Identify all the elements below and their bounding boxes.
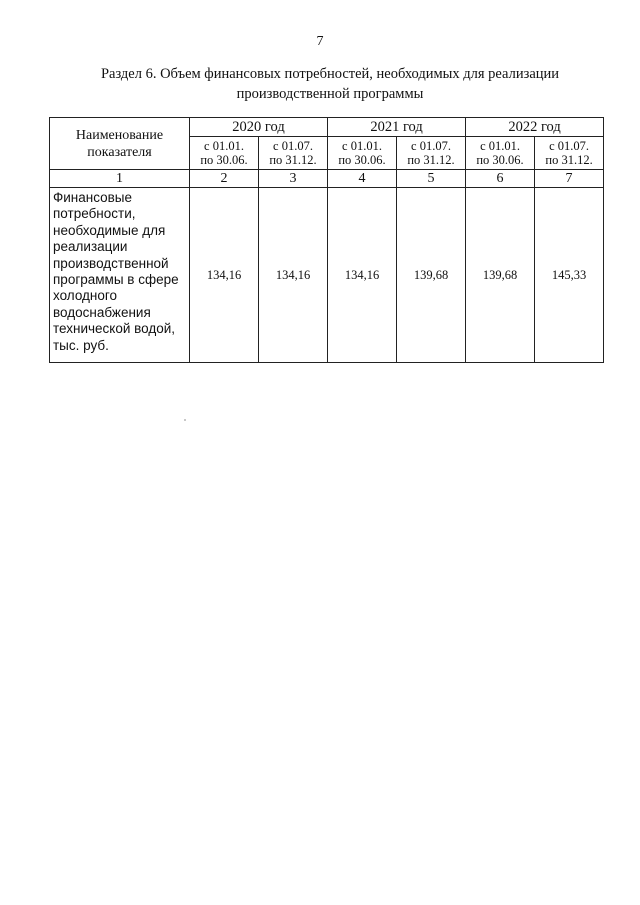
header-period-2022-h2 [535, 137, 604, 170]
period-end: по 31.12. [545, 153, 593, 167]
value-cell-2020-h2: 134,16 [259, 188, 328, 363]
value-cell-2021-h2: 139,68 [397, 188, 466, 363]
period-start: с 01.07. [411, 139, 451, 153]
indicator-name-cell: Финансовые потребности, необходимые для реализации производственной программы в сфере холодного водоснабжения технической водой, тыс. руб. [50, 188, 190, 363]
header-period-2021-h1 [328, 137, 397, 170]
page-number: 7 [316, 34, 324, 49]
value-cell-2022-h2: 145,33 [535, 188, 604, 363]
period-start: с 01.07. [273, 139, 313, 153]
table-row [50, 188, 604, 363]
period-start: с 01.01. [480, 139, 520, 153]
header-indicator-name: Наименование показателя [50, 118, 190, 170]
column-number: 5 [397, 170, 466, 188]
period-start: с 01.01. [342, 139, 382, 153]
header-period-2022-h1 [466, 137, 535, 170]
column-number: 1 [50, 170, 190, 188]
scan-speck [184, 419, 186, 421]
value-cell-2021-h1: 134,16 [328, 188, 397, 363]
header-year-2020: 2020 год [190, 118, 328, 137]
period-end: по 31.12. [407, 153, 455, 167]
column-number: 2 [190, 170, 259, 188]
period-end: по 30.06. [338, 153, 386, 167]
column-number: 6 [466, 170, 535, 188]
period-end: по 30.06. [476, 153, 524, 167]
period-end: по 31.12. [269, 153, 317, 167]
period-start: с 01.07. [549, 139, 589, 153]
column-number: 3 [259, 170, 328, 188]
period-end: по 30.06. [200, 153, 248, 167]
header-year-2022: 2022 год [466, 118, 604, 137]
value-cell-2022-h1: 139,68 [466, 188, 535, 363]
table-header-years-row [50, 118, 604, 137]
column-number: 7 [535, 170, 604, 188]
header-period-2021-h2 [397, 137, 466, 170]
section-title: Раздел 6. Объем финансовых потребностей, необходимых для реализации производственной программы [100, 66, 560, 102]
header-period-2020-h1 [190, 137, 259, 170]
header-year-2021: 2021 год [328, 118, 466, 137]
column-numbers-row [50, 170, 604, 188]
value-cell-2020-h1: 134,16 [190, 188, 259, 363]
financial-needs-table [49, 117, 604, 363]
header-period-2020-h2 [259, 137, 328, 170]
column-number: 4 [328, 170, 397, 188]
period-start: с 01.01. [204, 139, 244, 153]
